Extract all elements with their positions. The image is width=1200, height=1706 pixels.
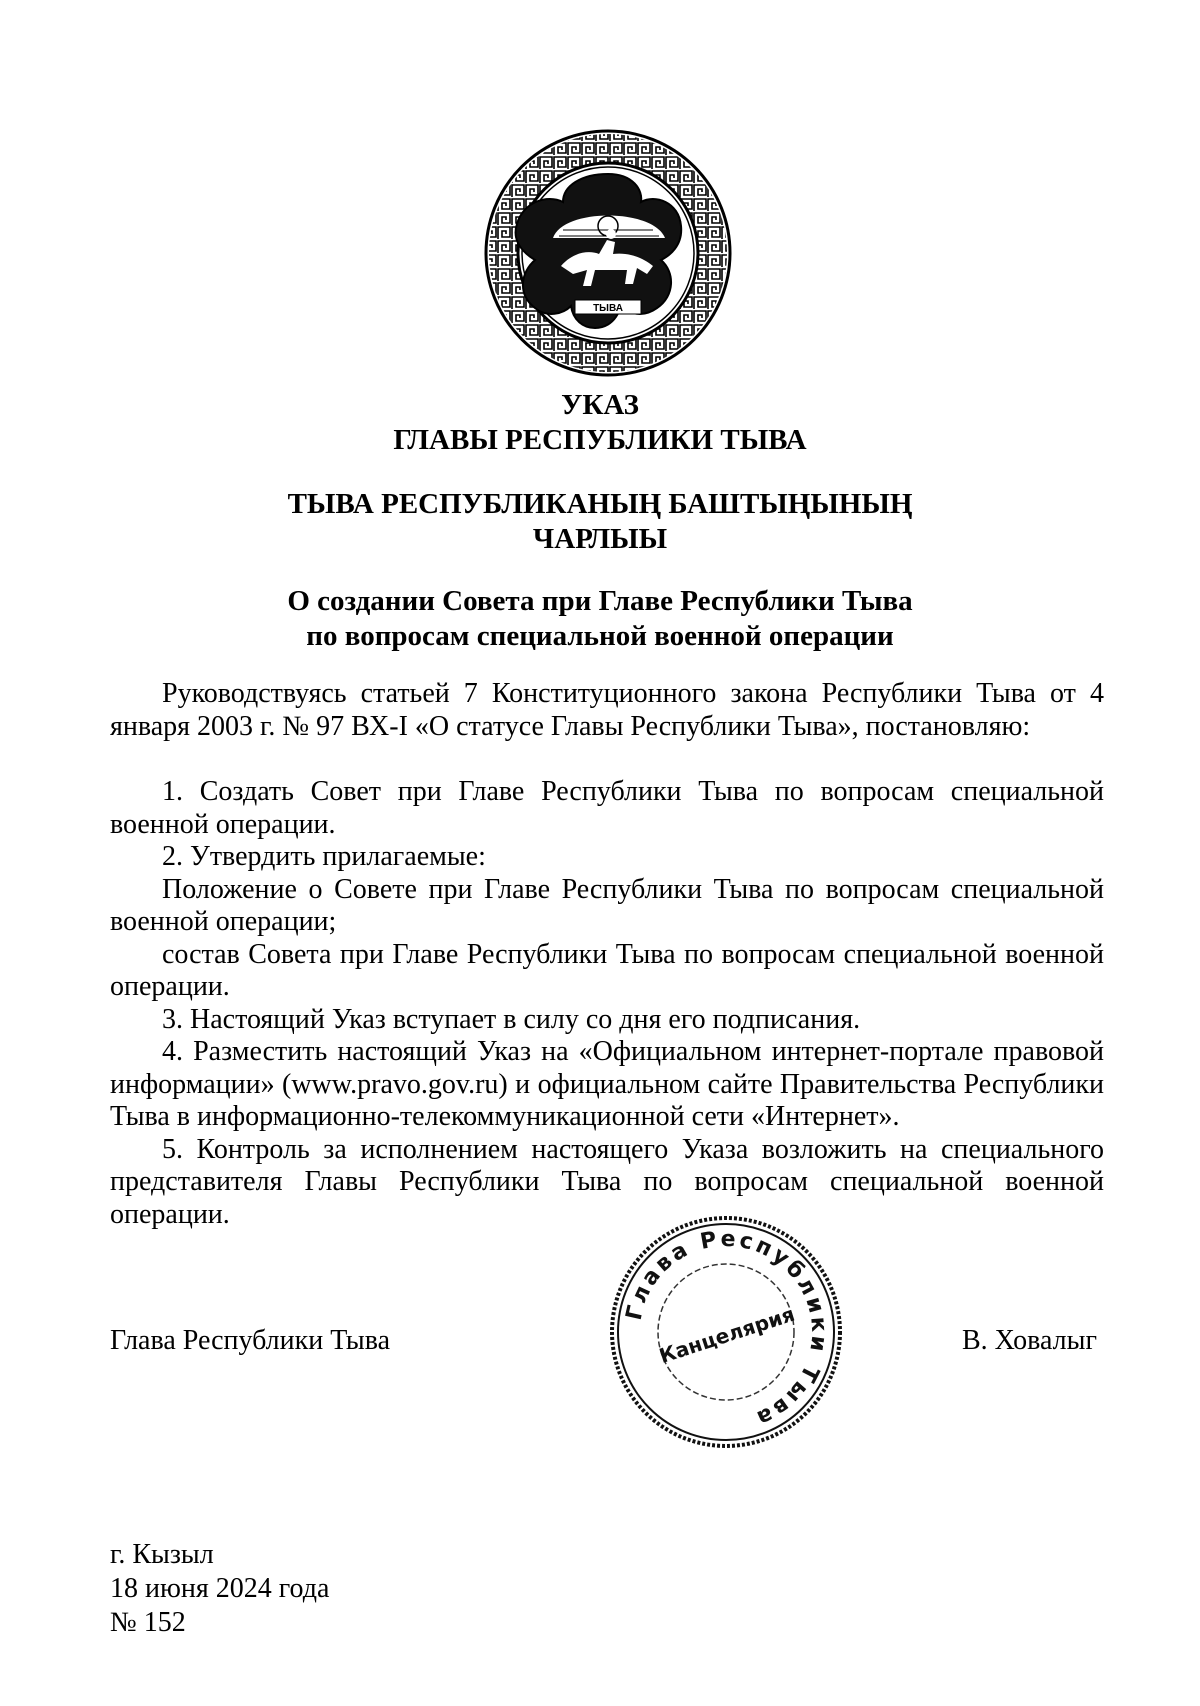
decree-type-tuvan: ЧАРЛЫЫ	[532, 523, 668, 555]
round-seal-stamp-icon	[606, 1212, 846, 1452]
decree-header-tuvan	[110, 487, 1090, 557]
decree-type: УКАЗ	[561, 389, 639, 421]
clause-2-regulation: Положение о Совете при Главе Республики Тыва по вопросам специальной военной операции;	[110, 873, 1104, 937]
decree-title	[110, 584, 1090, 654]
decree-title-line-1: О создании Совета при Главе Республики Тыва	[287, 585, 913, 617]
tuva-coat-of-arms-icon	[483, 128, 733, 378]
city: г. Кызыл	[110, 1539, 214, 1570]
decree-requisites	[110, 1538, 329, 1640]
preamble-paragraph: Руководствуясь статьей 7 Конституционного закона Республики Тыва от 4 января 2003 г. № 97 ВХ-I «О статусе Главы Республики Тыва», постановляю:	[110, 678, 1104, 742]
stamp-ring-text: Глава Республики Тыва	[621, 1226, 832, 1432]
stamp-center-text: Канцелярия	[656, 1301, 798, 1369]
decree-title-line-2: по вопросам специальной военной операции	[306, 620, 894, 652]
decree-number: № 152	[110, 1607, 186, 1638]
decree-preamble	[110, 678, 1104, 743]
clause-4: 4. Разместить настоящий Указ на «Официальном интернет-портале правовой информации» (www.pravo.gov.ru) и официальном сайте Правительства Республики Тыва в информационно-телекоммуникационной сети «Интернет».	[110, 1036, 1104, 1132]
signatory-name: В. Ховалыг	[962, 1325, 1097, 1356]
svg-text:ТЫВА: ТЫВА	[593, 303, 623, 314]
decree-date: 18 июня 2024 года	[110, 1573, 330, 1604]
decree-header	[110, 388, 1090, 458]
clause-3: 3. Настоящий Указ вступает в силу со дня его подписания.	[162, 1003, 861, 1035]
clause-5: 5. Контроль за исполнением настоящего Указа возложить на специального представителя Главы Республики Тыва по вопросам специальной военной операции.	[110, 1133, 1104, 1230]
clause-2-composition: состав Совета при Главе Республики Тыва по вопросам специальной военной операции.	[110, 938, 1104, 1002]
signatory-position: Глава Республики Тыва	[110, 1325, 391, 1356]
issuer: ГЛАВЫ РЕСПУБЛИКИ ТЫВА	[393, 424, 807, 456]
issuer-tuvan: ТЫВА РЕСПУБЛИКАНЫҢ БАШТЫҢЫНЫҢ	[287, 488, 913, 520]
clause-1: 1. Создать Совет при Главе Республики Тыва по вопросам специальной военной операции.	[110, 776, 1104, 840]
clause-2: 2. Утвердить прилагаемые:	[162, 841, 486, 872]
decree-clauses	[110, 776, 1104, 1231]
